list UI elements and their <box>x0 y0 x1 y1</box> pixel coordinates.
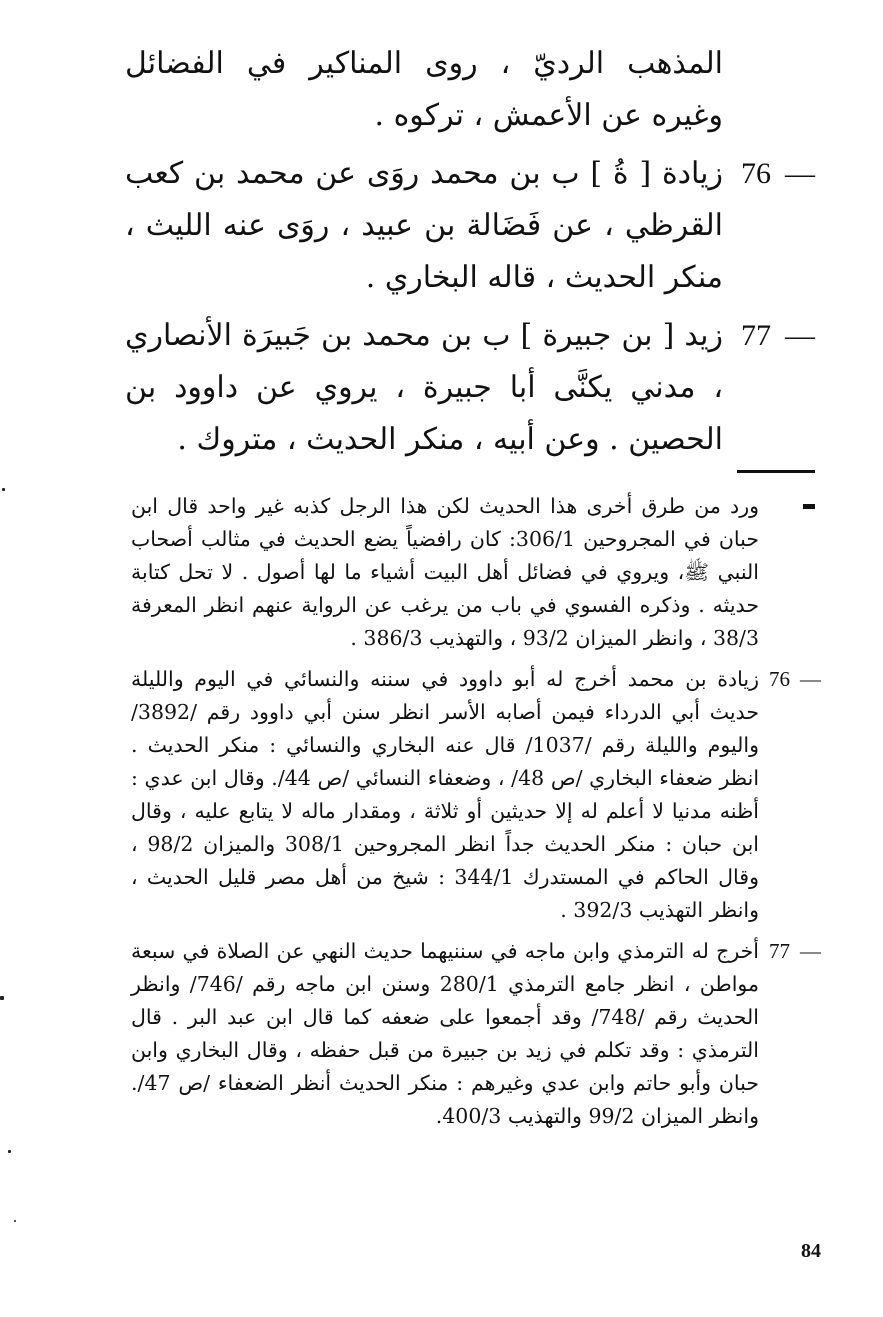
footnote-76 <box>131 663 821 927</box>
entry-dash: — <box>785 157 815 190</box>
footnote-star <box>131 490 821 655</box>
footnote-text: أخرج له الترمذي وابن ماجه في سننيهما حديث النهي عن الصلاة في سبعة مواطن ، انظر جامع الترمذي 280/1 وسنن ابن ماجه رقم /746/ وانظر الحديث رقم /748/ وقد أجمعوا على ضعفه كما قال ابن عبد البر . قال الترمذي : وقد تكلم في زيد بن جبيرة من قبل حفظه ، وقال البخاري وابن حبان وأبو حاتم وابن عدي وغيرهم : منكر الحديث أنظر الضعفاء /ص 47/. وانظر الميزان 99/2 والتهذيب 400/3. <box>131 939 759 1128</box>
footnote-number <box>763 935 821 968</box>
footnote-number-value: 77 <box>769 939 790 963</box>
scan-speck <box>0 996 4 1000</box>
footnote-number-value: 76 <box>769 667 790 691</box>
scan-speck <box>2 488 5 491</box>
footnote-text: زيادة بن محمد أخرج له أبو داوود في سننه والنسائي في اليوم والليلة حديث أبي الدرداء فيمن أصابه الأسر انظر سنن أبي داوود رقم /3892/ واليوم والليلة رقم /1037/ قال عنه البخاري والنسائي : منكر الحديث . انظر ضعفاء البخاري /ص 48/ ، وضعفاء النسائي /ص 44/. وقال ابن عدي : أظنه مدنيا لا أعلم له إلا حديثين أو ثلاثة ، ومقدار ماله لا يتابع عليه ، وقال ابن حبان : منكر الحديث جداً انظر المجروحين 308/1 والميزان 98/2 ، وقال الحاكم في المستدرك 344/1 : شيخ من أهل مصر قليل الحديث ، وانظر التهذيب 392/3 . <box>131 667 760 922</box>
entry-number-value: 77 <box>741 319 771 352</box>
footnote-marker-icon <box>803 504 815 509</box>
entry-dash: — <box>785 319 815 352</box>
footnote-text: ورد من طرق أخرى هذا الحديث لكن هذا الرجل كذبه غير واحد قال ابن حبان في المجروحين 306/1: كان رافضياً يضع الحديث في مثالب أصحاب النبي ﷺ، ويروي في فضائل أهل البيت أشياء ما لها أصول . لا تحل كتابة حديثه . وذكره الفسوي في باب من يرغب عن الرواية عنهم انظر المعرفة 38/3 ، وانظر الميزان 93/2 ، والتهذيب 386/3 . <box>131 494 760 650</box>
entry-number <box>731 310 815 362</box>
page-number: 84 <box>801 1240 821 1262</box>
entry-77 <box>125 310 815 466</box>
main-text <box>125 38 815 466</box>
entry-text: زيد [ بن جبيرة ] ب بن محمد بن جَبيرَة الأنصاري ، مدني يكنَّى أبا جبيرة ، يروي عن داوود بن الحصين . وعن أبيه ، منكر الحديث ، متروك . <box>125 318 723 457</box>
scan-speck <box>8 1150 11 1153</box>
footnote-dash: — <box>800 939 821 963</box>
entry-76 <box>125 148 815 304</box>
scan-speck <box>14 1220 16 1222</box>
continuation-paragraph: المذهب الرديّ ، روى المناكير في الفضائل وغيره عن الأعمش ، تركوه . <box>125 46 723 133</box>
entry-text: زيادة [ ةُ ] ب بن محمد روَى عن محمد بن كعب القرظي ، عن فَضَالة بن عبيد ، روَى عنه الليث ، منكر الحديث ، قاله البخاري . <box>125 156 723 295</box>
footnote-number <box>763 663 821 696</box>
entry-number <box>731 148 815 200</box>
footnotes <box>131 490 821 1133</box>
footnote-dash: — <box>800 667 821 691</box>
entry-number-value: 76 <box>741 157 771 190</box>
footnote-77 <box>131 935 821 1133</box>
footnote-separator <box>737 470 815 473</box>
